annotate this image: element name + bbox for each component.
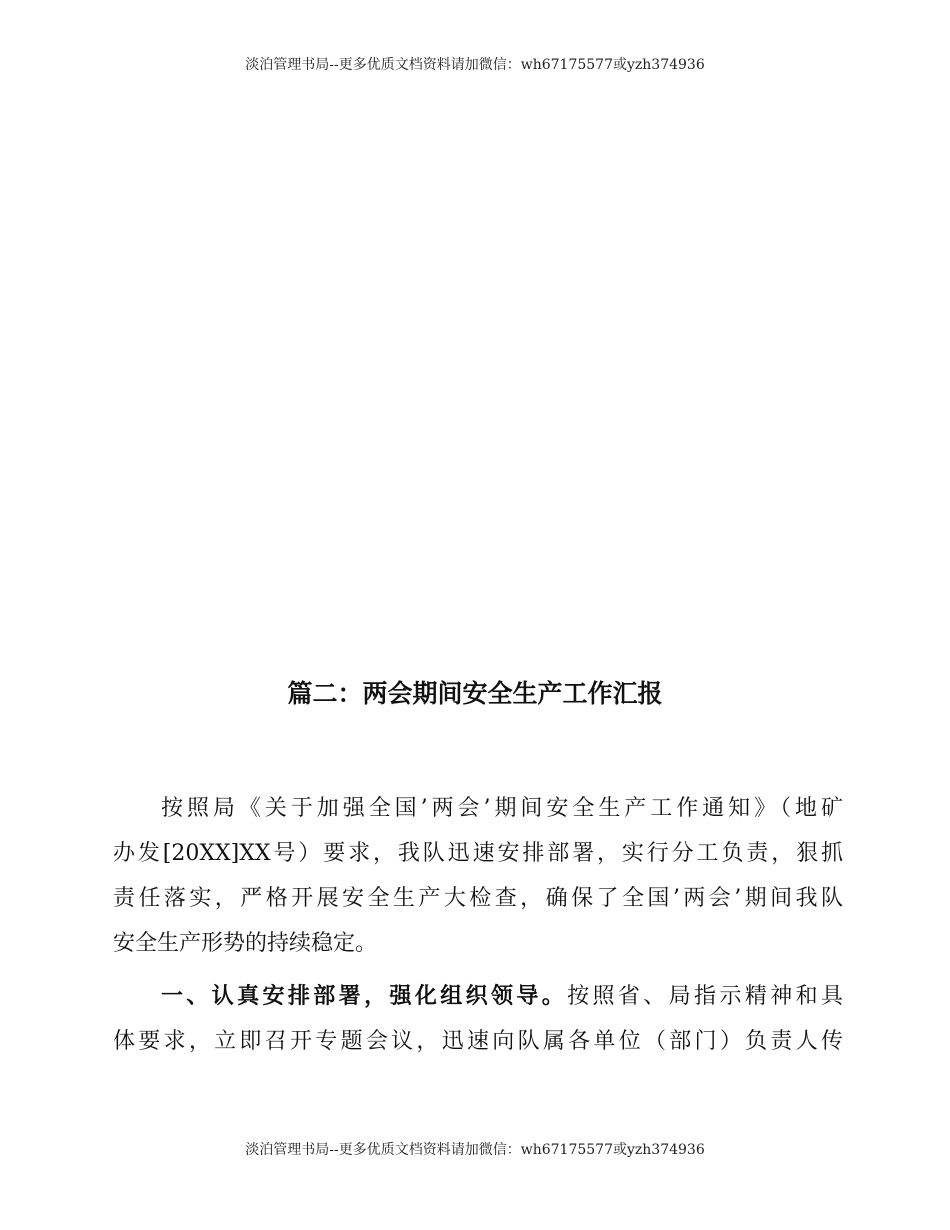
- paragraph-2-line-1-text: 按照省、局指示精神和具: [567, 984, 843, 1009]
- paragraph-1-line-1: 按照局《关于加强全国’两会’期间安全生产工作通知》（地矿: [161, 796, 843, 821]
- paragraph-2: [113, 974, 843, 1064]
- paragraph-1-line-3: 责任落实，严格开展安全生产大检查，确保了全国’两会’期间我队: [113, 886, 843, 911]
- paragraph-1-line-2: 办发[20XX]XX号）要求，我队迅速安排部署，实行分工负责，狠抓: [113, 841, 843, 866]
- paragraph-2-line-1: [113, 974, 843, 1019]
- section-heading-1: 一、认真安排部署，强化组织领导。: [161, 984, 568, 1009]
- paragraph-2-line-2: 体要求，立即召开专题会议，迅速向队属各单位（部门）负责人传: [113, 1029, 843, 1054]
- paragraph-1: [113, 786, 843, 966]
- paragraph-1-line-4: 安全生产形势的持续稳定。: [113, 931, 378, 956]
- document-title: 篇二：两会期间安全生产工作汇报: [287, 679, 663, 708]
- page-header: 淡泊管理书局--更多优质文档资料请加微信：wh67175577或yzh374936: [245, 57, 705, 73]
- page-footer: 淡泊管理书局--更多优质文档资料请加微信：wh67175577或yzh374936: [245, 1142, 705, 1158]
